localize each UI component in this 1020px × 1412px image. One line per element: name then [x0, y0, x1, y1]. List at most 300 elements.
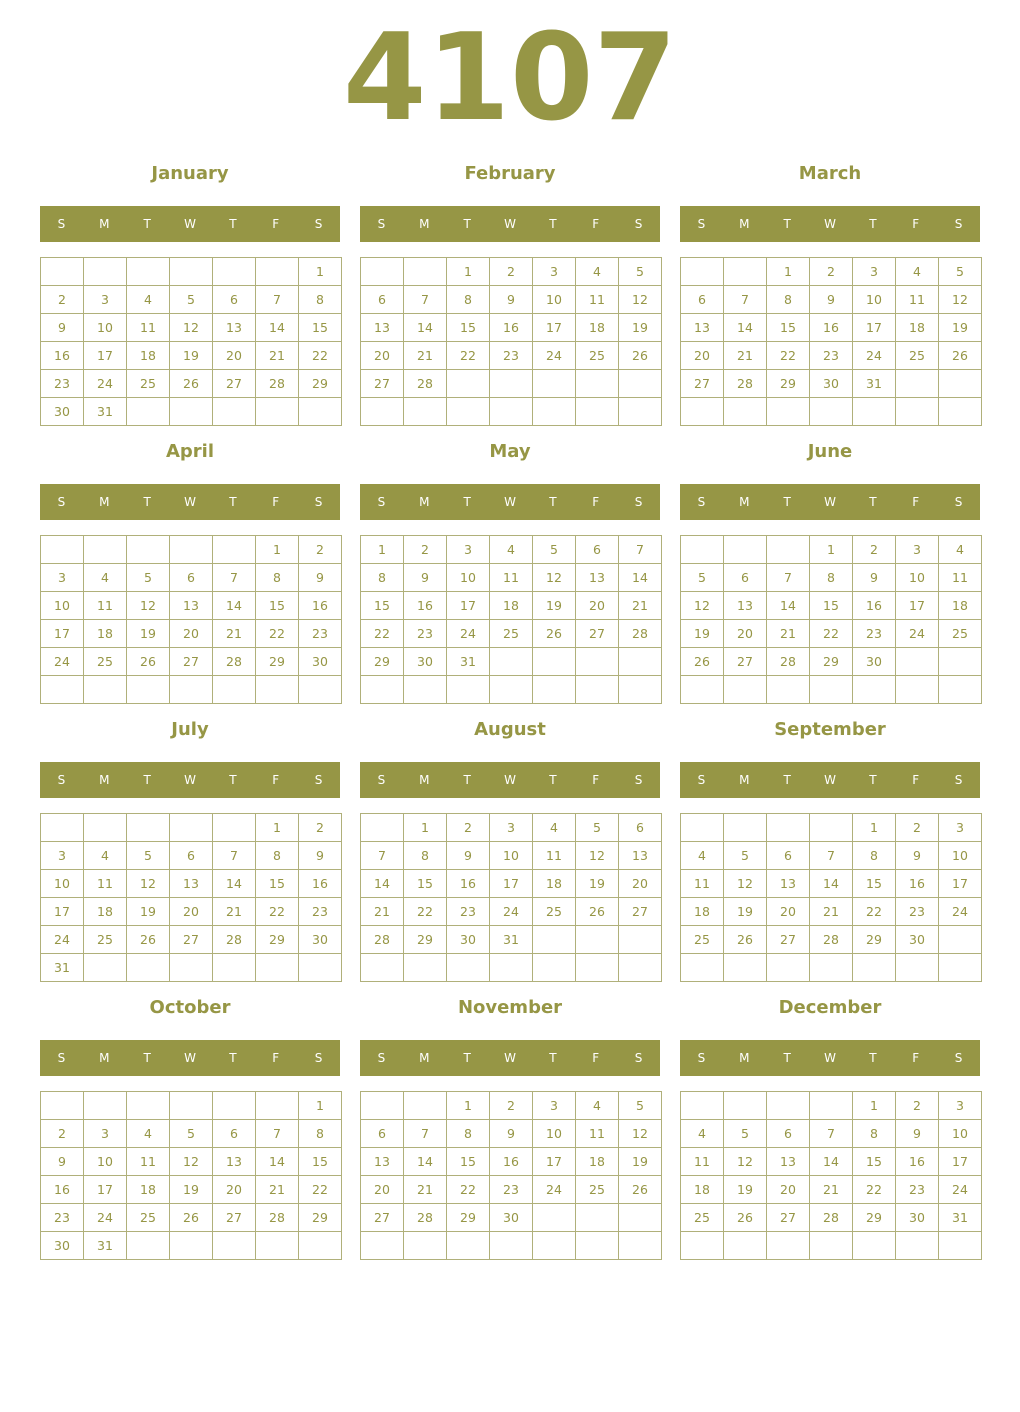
- day-cell: 10: [490, 842, 533, 870]
- day-cell: 2: [490, 258, 533, 286]
- day-cell: [213, 1232, 256, 1260]
- day-cell: [810, 398, 853, 426]
- weekday-label: T: [143, 217, 151, 231]
- week-row: [361, 286, 662, 314]
- day-cell: 12: [533, 564, 576, 592]
- day-cell: [533, 398, 576, 426]
- day-cell: 16: [490, 314, 533, 342]
- day-cell: 4: [84, 842, 127, 870]
- day-cell: 4: [896, 258, 939, 286]
- day-cell: [256, 398, 299, 426]
- day-cell: [681, 676, 724, 704]
- day-cell: 15: [299, 314, 342, 342]
- day-cell: [810, 814, 853, 842]
- weekday-label: W: [504, 773, 516, 787]
- day-cell: 22: [810, 620, 853, 648]
- day-cell: 28: [404, 1204, 447, 1232]
- week-row: [361, 398, 662, 426]
- week-row: [361, 842, 662, 870]
- day-cell: [127, 676, 170, 704]
- day-cell: [896, 370, 939, 398]
- day-cell: 12: [170, 314, 213, 342]
- day-cell: 30: [447, 926, 490, 954]
- weekday-label: F: [912, 217, 920, 231]
- day-cell: 29: [767, 370, 810, 398]
- day-cell: [896, 648, 939, 676]
- day-cell: [213, 398, 256, 426]
- day-cell: 18: [681, 1176, 724, 1204]
- day-cell: 1: [299, 258, 342, 286]
- day-cell: 9: [853, 564, 896, 592]
- day-cell: 10: [533, 1120, 576, 1148]
- day-cell: 11: [896, 286, 939, 314]
- weekday-label: M: [99, 217, 110, 231]
- day-cell: 3: [853, 258, 896, 286]
- day-cell: 14: [404, 314, 447, 342]
- day-cell: [767, 536, 810, 564]
- day-cell: 22: [361, 620, 404, 648]
- day-cell: 18: [533, 870, 576, 898]
- day-cell: 11: [681, 870, 724, 898]
- day-cell: 15: [767, 314, 810, 342]
- weekday-label: M: [419, 495, 430, 509]
- day-cell: [170, 536, 213, 564]
- month-february: [360, 158, 662, 428]
- day-cell: 4: [681, 842, 724, 870]
- day-cell: 6: [767, 1120, 810, 1148]
- day-cell: 15: [853, 1148, 896, 1176]
- weekday-label: T: [549, 217, 557, 231]
- day-cell: 21: [256, 1176, 299, 1204]
- day-cell: 24: [490, 898, 533, 926]
- day-cell: [170, 814, 213, 842]
- day-cell: 8: [404, 842, 447, 870]
- day-cell: 28: [361, 926, 404, 954]
- day-cell: 12: [724, 870, 767, 898]
- day-cell: [939, 648, 982, 676]
- day-cell: [490, 370, 533, 398]
- day-cell: 18: [127, 342, 170, 370]
- day-cell: 29: [853, 1204, 896, 1232]
- weekday-label: T: [463, 495, 471, 509]
- day-cell: 15: [853, 870, 896, 898]
- day-cell: 8: [299, 286, 342, 314]
- week-row: [361, 870, 662, 898]
- day-cell: [681, 398, 724, 426]
- day-cell: 3: [533, 258, 576, 286]
- week-row: [41, 842, 342, 870]
- day-cell: 5: [619, 258, 662, 286]
- day-cell: 25: [84, 648, 127, 676]
- day-cell: [576, 370, 619, 398]
- day-cell: 23: [404, 620, 447, 648]
- day-cell: 27: [213, 1204, 256, 1232]
- day-cell: 2: [299, 814, 342, 842]
- week-row: [361, 1232, 662, 1260]
- weekday-label: T: [463, 1051, 471, 1065]
- day-cell: 17: [533, 314, 576, 342]
- day-cell: 6: [767, 842, 810, 870]
- day-cell: 31: [447, 648, 490, 676]
- day-cell: 10: [41, 870, 84, 898]
- day-cell: 16: [299, 592, 342, 620]
- day-cell: 20: [361, 1176, 404, 1204]
- day-cell: 27: [576, 620, 619, 648]
- day-cell: 30: [299, 648, 342, 676]
- month-name: April: [165, 441, 215, 462]
- week-row: [681, 314, 982, 342]
- day-cell: 17: [533, 1148, 576, 1176]
- day-grid: [680, 1091, 982, 1260]
- month-may: [360, 436, 662, 706]
- day-cell: 10: [939, 842, 982, 870]
- day-cell: 4: [127, 1120, 170, 1148]
- day-cell: 30: [41, 1232, 84, 1260]
- day-cell: [213, 954, 256, 982]
- month-november: [360, 992, 662, 1262]
- day-cell: 9: [896, 842, 939, 870]
- day-cell: 3: [84, 1120, 127, 1148]
- day-cell: 7: [767, 564, 810, 592]
- day-cell: [576, 1204, 619, 1232]
- day-cell: 1: [299, 1092, 342, 1120]
- day-cell: 10: [41, 592, 84, 620]
- day-grid: [40, 535, 342, 704]
- weekday-label: S: [57, 773, 66, 787]
- day-grid: [680, 535, 982, 704]
- weekday-label: F: [272, 773, 280, 787]
- day-grid: [40, 257, 342, 426]
- day-cell: 2: [896, 814, 939, 842]
- day-cell: 4: [681, 1120, 724, 1148]
- week-row: [361, 1176, 662, 1204]
- week-row: [681, 1120, 982, 1148]
- weekday-label: F: [912, 495, 920, 509]
- weekday-label: S: [954, 1051, 963, 1065]
- day-cell: 7: [213, 564, 256, 592]
- day-cell: 28: [213, 648, 256, 676]
- day-cell: [361, 954, 404, 982]
- day-cell: [299, 1232, 342, 1260]
- day-cell: [170, 258, 213, 286]
- month-name: December: [778, 997, 882, 1018]
- day-cell: [404, 954, 447, 982]
- week-row: [41, 1148, 342, 1176]
- day-cell: 16: [447, 870, 490, 898]
- day-cell: 14: [724, 314, 767, 342]
- day-cell: 13: [619, 842, 662, 870]
- day-cell: 5: [170, 286, 213, 314]
- day-cell: 21: [810, 898, 853, 926]
- week-row: [41, 814, 342, 842]
- day-cell: [447, 1232, 490, 1260]
- day-cell: 11: [490, 564, 533, 592]
- day-cell: [681, 814, 724, 842]
- week-row: [361, 1204, 662, 1232]
- day-cell: 1: [256, 814, 299, 842]
- weekday-label: S: [314, 773, 323, 787]
- week-row: [41, 898, 342, 926]
- day-cell: [619, 1232, 662, 1260]
- weekday-header: [40, 484, 340, 520]
- week-row: [41, 620, 342, 648]
- weekday-header: [360, 206, 660, 242]
- day-cell: 10: [853, 286, 896, 314]
- day-cell: [767, 398, 810, 426]
- day-cell: 8: [299, 1120, 342, 1148]
- day-cell: [84, 676, 127, 704]
- day-grid: [40, 813, 342, 982]
- day-cell: 6: [170, 842, 213, 870]
- weekday-header: [360, 1040, 660, 1076]
- day-grid: [680, 813, 982, 982]
- week-row: [41, 870, 342, 898]
- weekday-label: S: [314, 217, 323, 231]
- day-cell: [939, 398, 982, 426]
- week-row: [681, 1148, 982, 1176]
- day-cell: 31: [41, 954, 84, 982]
- day-cell: [127, 258, 170, 286]
- day-cell: 6: [170, 564, 213, 592]
- day-cell: 3: [41, 564, 84, 592]
- month-name: August: [474, 719, 546, 740]
- weekday-label: T: [143, 773, 151, 787]
- day-cell: 1: [256, 536, 299, 564]
- day-cell: 7: [213, 842, 256, 870]
- weekday-label: S: [697, 1051, 706, 1065]
- day-cell: 24: [896, 620, 939, 648]
- weekday-label: W: [824, 773, 836, 787]
- weekday-label: S: [377, 773, 386, 787]
- day-cell: 17: [84, 1176, 127, 1204]
- day-cell: [533, 676, 576, 704]
- day-cell: 9: [490, 1120, 533, 1148]
- day-cell: 2: [404, 536, 447, 564]
- day-cell: 21: [256, 342, 299, 370]
- day-cell: 13: [170, 592, 213, 620]
- day-cell: [724, 954, 767, 982]
- day-cell: [127, 1232, 170, 1260]
- day-cell: 14: [810, 1148, 853, 1176]
- week-row: [361, 1148, 662, 1176]
- day-cell: 14: [404, 1148, 447, 1176]
- day-cell: 9: [299, 842, 342, 870]
- day-cell: 1: [404, 814, 447, 842]
- day-cell: 3: [939, 814, 982, 842]
- month-name: October: [149, 997, 231, 1018]
- day-cell: 22: [447, 342, 490, 370]
- weekday-header: [40, 762, 340, 798]
- day-cell: 28: [619, 620, 662, 648]
- day-cell: 17: [939, 1148, 982, 1176]
- day-cell: 16: [810, 314, 853, 342]
- day-cell: 6: [213, 286, 256, 314]
- week-row: [361, 814, 662, 842]
- day-cell: 12: [939, 286, 982, 314]
- weekday-header: [680, 206, 980, 242]
- day-cell: 20: [724, 620, 767, 648]
- week-row: [41, 342, 342, 370]
- day-cell: 6: [361, 286, 404, 314]
- day-cell: [84, 258, 127, 286]
- weekday-label: S: [697, 217, 706, 231]
- weekday-label: F: [272, 1051, 280, 1065]
- weekday-label: T: [463, 773, 471, 787]
- day-cell: [41, 676, 84, 704]
- weekday-label: W: [504, 217, 516, 231]
- day-cell: [41, 258, 84, 286]
- week-row: [361, 536, 662, 564]
- day-cell: 11: [127, 1148, 170, 1176]
- day-cell: [939, 676, 982, 704]
- day-cell: 19: [170, 1176, 213, 1204]
- day-cell: 5: [724, 1120, 767, 1148]
- month-name: June: [807, 441, 853, 462]
- day-cell: [896, 954, 939, 982]
- day-cell: 8: [767, 286, 810, 314]
- day-cell: 19: [127, 898, 170, 926]
- day-cell: 17: [490, 870, 533, 898]
- day-cell: 2: [41, 1120, 84, 1148]
- day-cell: 13: [361, 314, 404, 342]
- day-cell: 9: [41, 314, 84, 342]
- day-cell: [576, 1232, 619, 1260]
- day-cell: 3: [447, 536, 490, 564]
- day-cell: [127, 536, 170, 564]
- week-row: [361, 676, 662, 704]
- day-cell: [490, 1232, 533, 1260]
- month-june: [680, 436, 982, 706]
- day-cell: 23: [490, 1176, 533, 1204]
- weekday-label: S: [377, 495, 386, 509]
- week-row: [361, 926, 662, 954]
- day-cell: [41, 1092, 84, 1120]
- day-cell: 11: [533, 842, 576, 870]
- day-cell: 17: [84, 342, 127, 370]
- day-cell: 29: [447, 1204, 490, 1232]
- day-cell: 24: [447, 620, 490, 648]
- week-row: [41, 676, 342, 704]
- day-cell: 22: [256, 898, 299, 926]
- day-cell: 22: [299, 1176, 342, 1204]
- month-april: [40, 436, 342, 706]
- day-cell: 17: [939, 870, 982, 898]
- day-cell: 20: [213, 1176, 256, 1204]
- day-cell: [127, 1092, 170, 1120]
- day-cell: [404, 1232, 447, 1260]
- day-cell: 14: [619, 564, 662, 592]
- day-cell: [447, 370, 490, 398]
- day-cell: 12: [619, 286, 662, 314]
- day-cell: 14: [213, 870, 256, 898]
- day-cell: 7: [256, 1120, 299, 1148]
- day-cell: 5: [681, 564, 724, 592]
- day-cell: 20: [619, 870, 662, 898]
- day-cell: 24: [533, 342, 576, 370]
- week-row: [681, 1092, 982, 1120]
- day-cell: 24: [939, 898, 982, 926]
- day-cell: [724, 258, 767, 286]
- weekday-header: [40, 1040, 340, 1076]
- day-cell: [256, 258, 299, 286]
- weekday-label: S: [954, 773, 963, 787]
- day-cell: 29: [256, 648, 299, 676]
- weekday-label: T: [229, 1051, 237, 1065]
- day-cell: 21: [619, 592, 662, 620]
- day-cell: 29: [299, 1204, 342, 1232]
- day-cell: 24: [853, 342, 896, 370]
- day-cell: 16: [41, 342, 84, 370]
- day-cell: 9: [896, 1120, 939, 1148]
- day-cell: 15: [256, 870, 299, 898]
- weekday-label: M: [419, 217, 430, 231]
- day-cell: [533, 1232, 576, 1260]
- day-grid: [680, 257, 982, 426]
- day-cell: 30: [41, 398, 84, 426]
- week-row: [41, 1092, 342, 1120]
- month-name: November: [457, 997, 563, 1018]
- day-cell: 12: [619, 1120, 662, 1148]
- day-cell: [490, 676, 533, 704]
- weekday-header: [680, 1040, 980, 1076]
- week-row: [41, 1176, 342, 1204]
- day-cell: [576, 926, 619, 954]
- weekday-label: S: [634, 217, 643, 231]
- day-cell: [41, 536, 84, 564]
- month-august: [360, 714, 662, 984]
- day-cell: 11: [576, 1120, 619, 1148]
- day-cell: 31: [84, 1232, 127, 1260]
- day-cell: 17: [41, 620, 84, 648]
- day-cell: 18: [576, 1148, 619, 1176]
- day-cell: 8: [361, 564, 404, 592]
- week-row: [41, 1204, 342, 1232]
- day-cell: 1: [810, 536, 853, 564]
- week-row: [41, 370, 342, 398]
- day-cell: 25: [533, 898, 576, 926]
- day-cell: 23: [41, 370, 84, 398]
- day-cell: 6: [576, 536, 619, 564]
- weekday-label: S: [314, 1051, 323, 1065]
- day-cell: [619, 954, 662, 982]
- day-cell: 19: [576, 870, 619, 898]
- week-row: [681, 842, 982, 870]
- day-cell: [810, 1232, 853, 1260]
- weekday-label: T: [229, 773, 237, 787]
- weekday-label: S: [377, 1051, 386, 1065]
- weekday-label: M: [99, 1051, 110, 1065]
- week-row: [41, 1232, 342, 1260]
- day-cell: [404, 1092, 447, 1120]
- day-cell: 26: [127, 926, 170, 954]
- day-cell: [619, 648, 662, 676]
- day-cell: 8: [256, 842, 299, 870]
- day-cell: 18: [127, 1176, 170, 1204]
- weekday-label: T: [869, 773, 877, 787]
- day-cell: [853, 1232, 896, 1260]
- day-cell: 7: [361, 842, 404, 870]
- day-cell: 19: [619, 314, 662, 342]
- day-cell: [84, 954, 127, 982]
- day-cell: 13: [767, 1148, 810, 1176]
- weekday-label: F: [272, 495, 280, 509]
- day-cell: 8: [853, 1120, 896, 1148]
- day-cell: 19: [724, 1176, 767, 1204]
- day-cell: 27: [724, 648, 767, 676]
- day-cell: [681, 536, 724, 564]
- day-cell: 31: [490, 926, 533, 954]
- weekday-header: [360, 762, 660, 798]
